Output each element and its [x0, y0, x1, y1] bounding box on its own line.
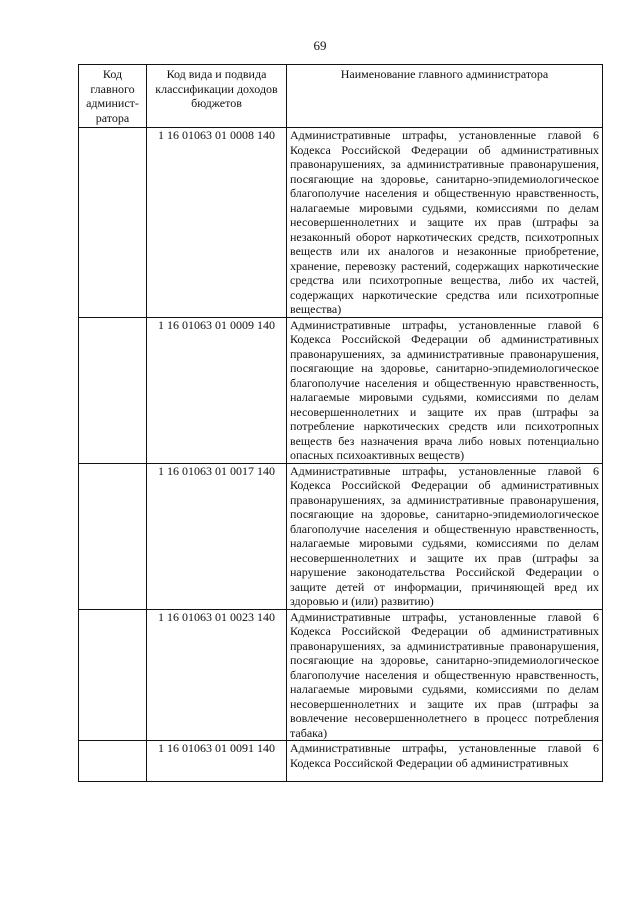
header-income-code: Код вида и подвида классификации доходов бюджетов: [147, 65, 287, 128]
budget-income-table: [78, 64, 603, 782]
admin-code-cell: [79, 609, 147, 741]
income-name-cell: Административные штрафы, установленные главой 6 Кодекса Российской Федерации об административных правонарушениях, за административные правонарушения, посягающие на здоровье, санитарно-эпидемиологическое благополучие населения и общественную нравственность, налагаемые мировыми судьями, комиссиями по делам несовершеннолетних и защите их прав (штрафы за нарушение законодательства Российской Федерации о защите детей от информации, причиняющей вред их здоровью и (или) развитию): [287, 463, 603, 609]
income-code-cell: 1 16 01063 01 0009 140: [147, 317, 287, 463]
income-name-cell: Административные штрафы, установленные главой 6 Кодекса Российской Федерации об административных правонарушениях, за административные правонарушения, посягающие на здоровье, санитарно-эпидемиологическое благополучие населения и общественную нравственность, налагаемые мировыми судьями, комиссиями по делам несовершеннолетних и защите их прав (штрафы за незаконный оборот наркотических средств, психотропных веществ или их аналогов и незаконные приобретение, хранение, перевозку растений, содержащих наркотические средства или психотропные вещества, либо их частей, содержащих наркотические средства или психотропные вещества): [287, 128, 603, 318]
income-name-cell: Административные штрафы, установленные главой 6 Кодекса Российской Федерации об административных правонарушениях, за административные правонарушения, посягающие на здоровье, санитарно-эпидемиологическое благополучие населения и общественную нравственность, налагаемые мировыми судьями, комиссиями по делам несовершеннолетних и защите их прав (штрафы за потребление наркотических средств или психотропных веществ без назначения врача либо новых потенциально опасных психоактивных веществ): [287, 317, 603, 463]
admin-code-cell: [79, 463, 147, 609]
admin-code-cell: [79, 128, 147, 318]
table-row: [79, 128, 603, 318]
table-header-row: [79, 65, 603, 128]
income-code-cell: 1 16 01063 01 0023 140: [147, 609, 287, 741]
income-code-cell: 1 16 01063 01 0008 140: [147, 128, 287, 318]
admin-code-cell: [79, 741, 147, 782]
table-row: [79, 317, 603, 463]
table-row: [79, 463, 603, 609]
admin-code-cell: [79, 317, 147, 463]
table-row: [79, 609, 603, 741]
income-code-cell: 1 16 01063 01 0017 140: [147, 463, 287, 609]
income-code-cell: 1 16 01063 01 0091 140: [147, 741, 287, 782]
table-row: [79, 741, 603, 782]
page-number: 69: [313, 38, 327, 53]
income-name-cell: Административные штрафы, установленные главой 6 Кодекса Российской Федерации об административных правонарушениях, за административные правонарушения, посягающие на здоровье, санитарно-эпидемиологическое благополучие населения и общественную нравственность, налагаемые мировыми судьями, комиссиями по делам несовершеннолетних и защите их прав (штрафы за вовлечение несовершеннолетнего в процесс потребления табака): [287, 609, 603, 741]
income-name-cell: Административные штрафы, установленные главой 6 Кодекса Российской Федерации об административных: [287, 741, 603, 782]
header-admin-name: Наименование главного администратора: [287, 65, 603, 128]
header-admin-code: Код главного админист-ратора: [79, 65, 147, 128]
